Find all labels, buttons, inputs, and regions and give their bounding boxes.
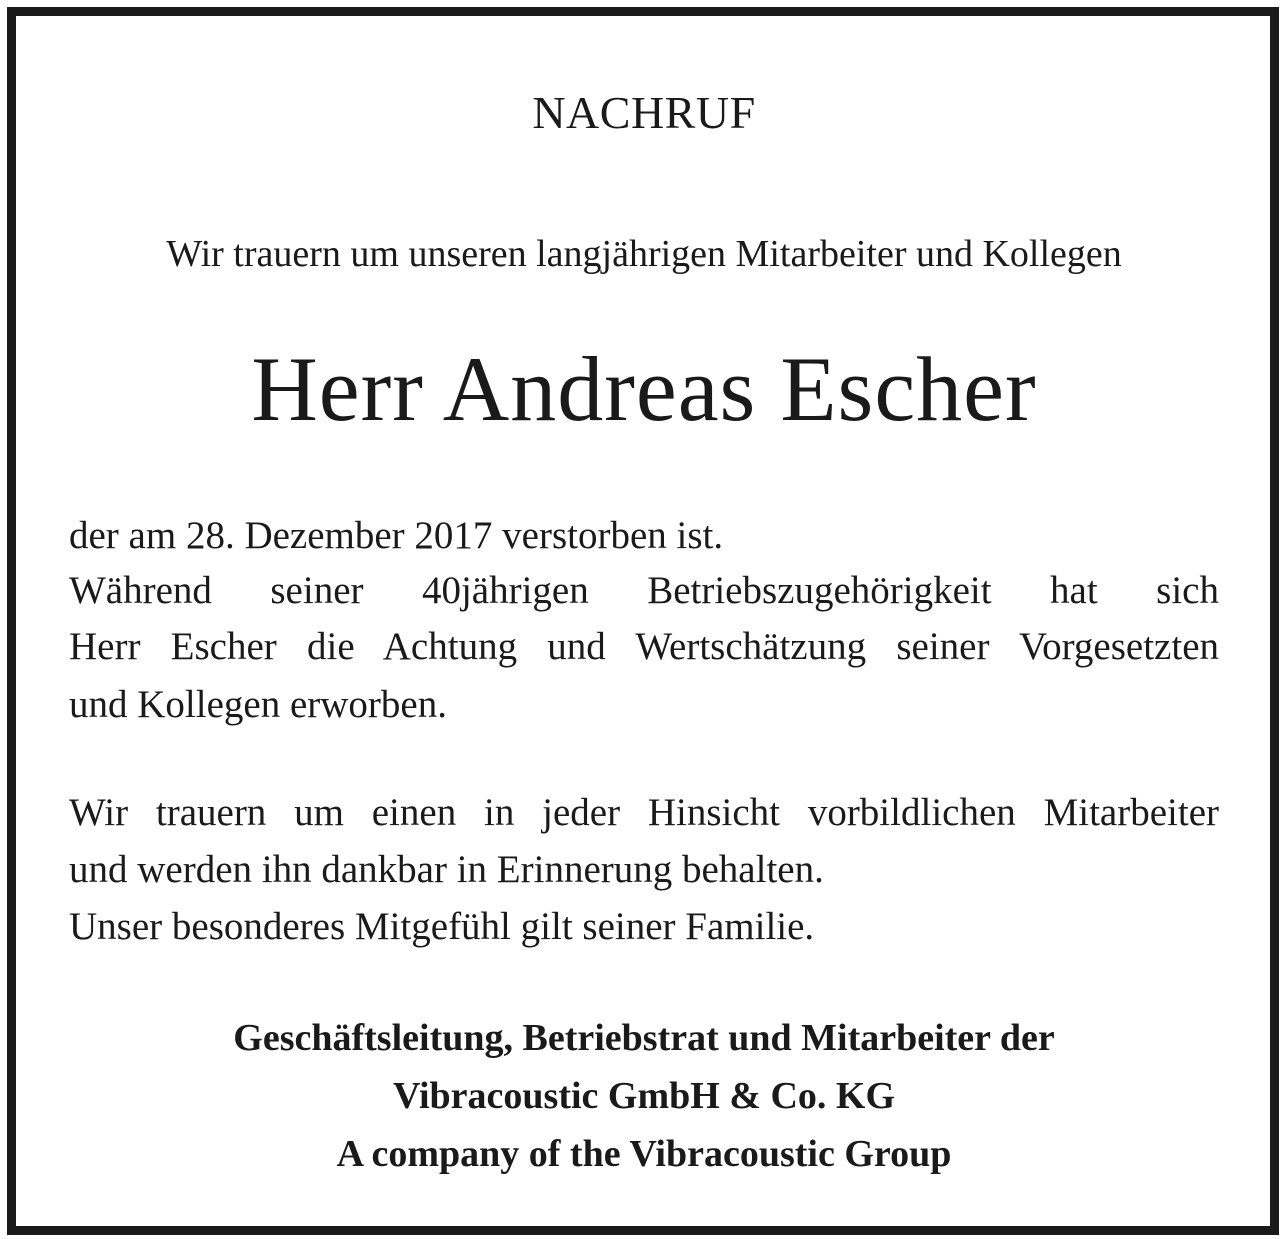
paragraph-2-line-3: Unser besonderes Mitgefühl gilt seiner Familie.: [69, 905, 815, 948]
paragraph-1-line-3: Herr Escher die Achtung und Wertschätzung seiner Vorgesetzten: [69, 625, 1219, 668]
signature-line-3: A company of the Vibracoustic Group: [336, 1133, 952, 1175]
paragraph-1-line-1: der am 28. Dezember 2017 verstorben ist.: [69, 514, 724, 557]
obituary-frame: [7, 7, 1279, 1235]
paragraph-1-line-4: und Kollegen erworben.: [69, 683, 447, 726]
obituary-content: [69, 16, 1219, 1226]
paragraph-1-line-2: Während seiner 40jährigen Betriebszugehörigkeit hat sich: [69, 569, 1219, 612]
deceased-name: Herr Andreas Escher: [251, 338, 1037, 440]
paragraph-2-line-2: und werden ihn dankbar in Erinnerung behalten.: [69, 848, 824, 891]
signature-line-2: Vibracoustic GmbH & Co. KG: [392, 1075, 896, 1117]
signature-line-1: Geschäftsleitung, Betriebstrat und Mitarbeiter der: [233, 1017, 1055, 1059]
heading: NACHRUF: [532, 87, 756, 138]
paragraph-2-line-1: Wir trauern um einen in jeder Hinsicht vorbildlichen Mitarbeiter: [69, 791, 1219, 834]
intro-text: Wir trauern um unseren langjährigen Mitarbeiter und Kollegen: [166, 233, 1122, 275]
